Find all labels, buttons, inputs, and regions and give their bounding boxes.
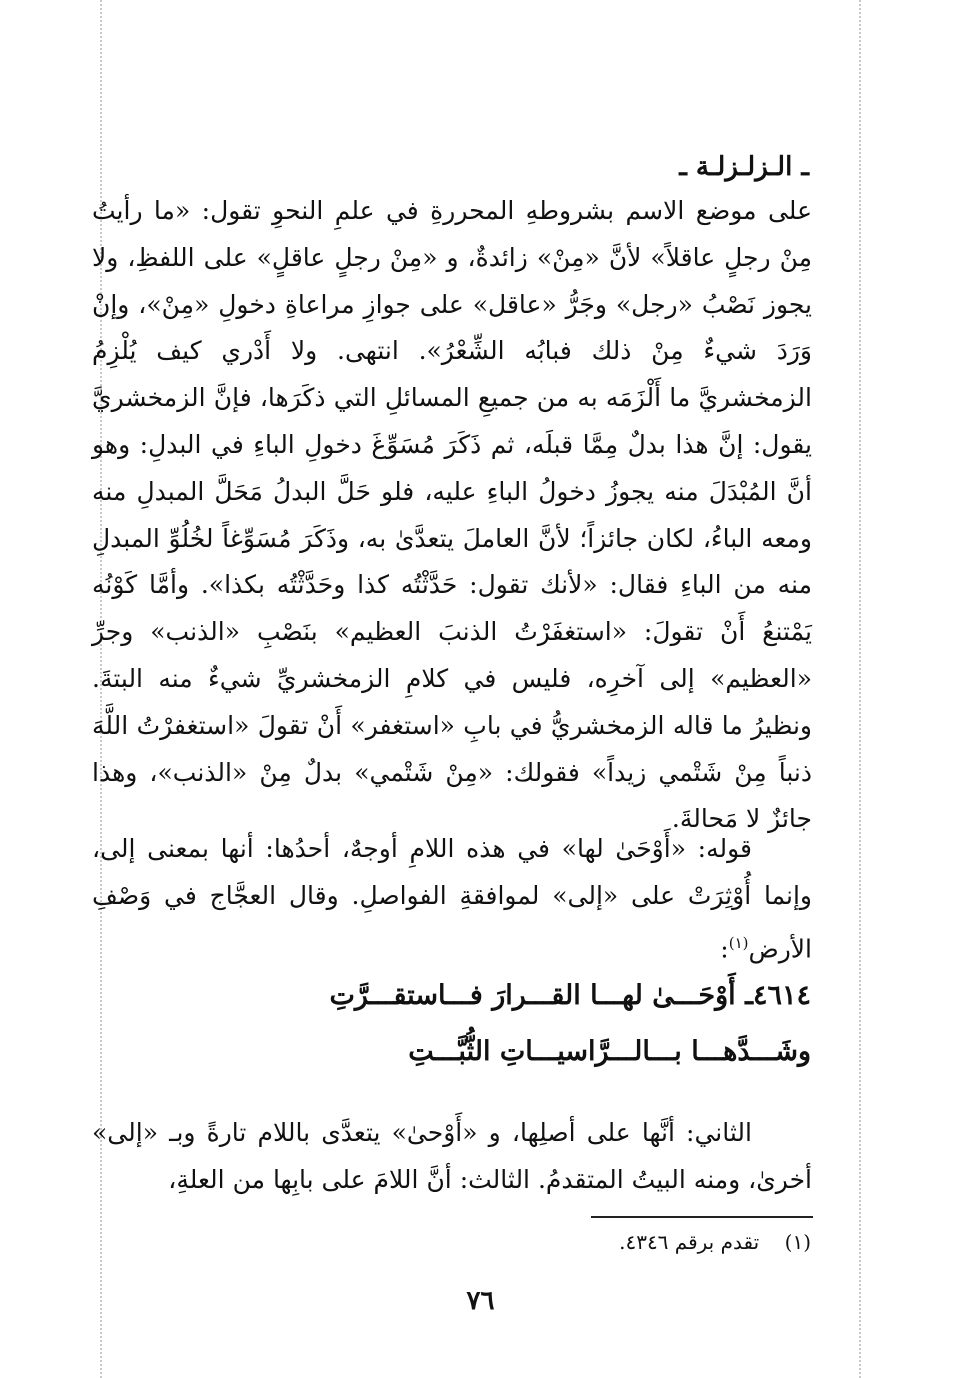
footnote [619, 1230, 811, 1254]
page-number: ٧٦ [466, 1286, 495, 1316]
paragraph-3: الثاني: أنَّها على أصلِها، و «أَوْحىٰ» يتعدَّى باللام تارةً وبـ «إلى» أخرىٰ، ومنه البيتُ المتقدمُ. الثالث: أنَّ اللامَ على بابِها من العلةِ، [92, 1118, 812, 1194]
footnote-reference: (١) [728, 933, 749, 952]
verse-number: ٤٦١٤ـ [745, 980, 811, 1011]
verse-line-2 [408, 1036, 811, 1067]
footnote-marker: (١) [784, 1230, 811, 1254]
paragraph-2 [92, 826, 812, 973]
verse-line-1 [329, 980, 811, 1011]
running-header: ـ الـزلـزلـة ـ [679, 152, 809, 182]
right-margin-guide [859, 0, 861, 1378]
verse-hemistich-2: وشَـــدَّهـــا بـــالـــرَّاسيـــاتِ الثُّبَّـــتِ [408, 1036, 811, 1067]
paragraph-2-colon: : [720, 933, 729, 963]
footnote-separator [591, 1216, 813, 1218]
paragraph-2-text: قوله: «أَوْحَىٰ لها» في هذه اللامِ أوجهٌ، أحدُها: أنها بمعنى إلى، وإنما أُوْثِرَتْ على «إلى» لموافقةِ الفواصلِ. وقال العجَّاج في وَصْفِ الأرض [92, 834, 812, 963]
footnote-text: تقدم برقم ٤٣٤٦. [619, 1230, 760, 1254]
verse-hemistich-1: أَوْحَـــىٰ لهـــا القـــرارَ فـــاستقـــرَّتِ [329, 980, 736, 1011]
paragraph-1: على موضع الاسم بشروطهِ المحررةِ في علمِ النحوِ تقول: «ما رأيتُ مِنْ رجلٍ عاقلاً» لأنَّ «مِنْ» زائدةٌ، و «مِنْ رجلٍ عاقلٍ» على اللفظِ، ولا يجوز نَصْبُ «رجل» وجَرُّ «عاقل» على جوازِ مراعاةِ دخولِ «مِنْ»، وإنْ وَرَدَ شيءٌ مِنْ ذلك فبابُه الشِّعْرُ». انتهى. ولا أَدْري كيف يُلْزِمُ الزمخشريَّ ما أَلْزَمَه به من جميعِ المسائلِ التي ذكَرَها، فإنَّ الزمخشريَّ يقول: إنَّ هذا بدلٌ مِمَّا قبلَه، ثم ذَكَرَ مُسَوِّغَ دخولِ الباءِ في البدلِ: وهو أنَّ المُبْدَلَ منه يجوزُ دخولُ الباءِ عليه، فلو حَلَّ البدلُ مَحَلَّ المبدلِ منه ومعه الباءُ، لكان جائزاً؛ لأنَّ العاملَ يتعدَّىٰ به، وذَكَرَ مُسَوِّغاً لخُلُوِّ المبدلِ منه من الباءِ فقال: «لأنك تقول: حَدَّثْتُه كذا وحَدَّثْتُه بكذا». وأمَّا كَوْنُه يَمْتنعُ أَنْ تقولَ: «استغفَرْتُ الذنبَ العظيم» بنَصْبِ «الذنب» وجرِّ «العظيم» إلى آخرِه، فليس في كلامِ الزمخشريِّ شيءٌ منه البتةَ. ونظيرُ ما قاله الزمخشريُّ في بابِ «استغفر» أَنْ تقولَ «استغفرْتُ اللَّهَ ذنباً مِنْ شَتْمي زيداً» فقولك: «مِنْ شَتْمي» بدلٌ مِنْ «الذنب»، وهذا جائزٌ لا مَحالةَ. [92, 196, 812, 834]
